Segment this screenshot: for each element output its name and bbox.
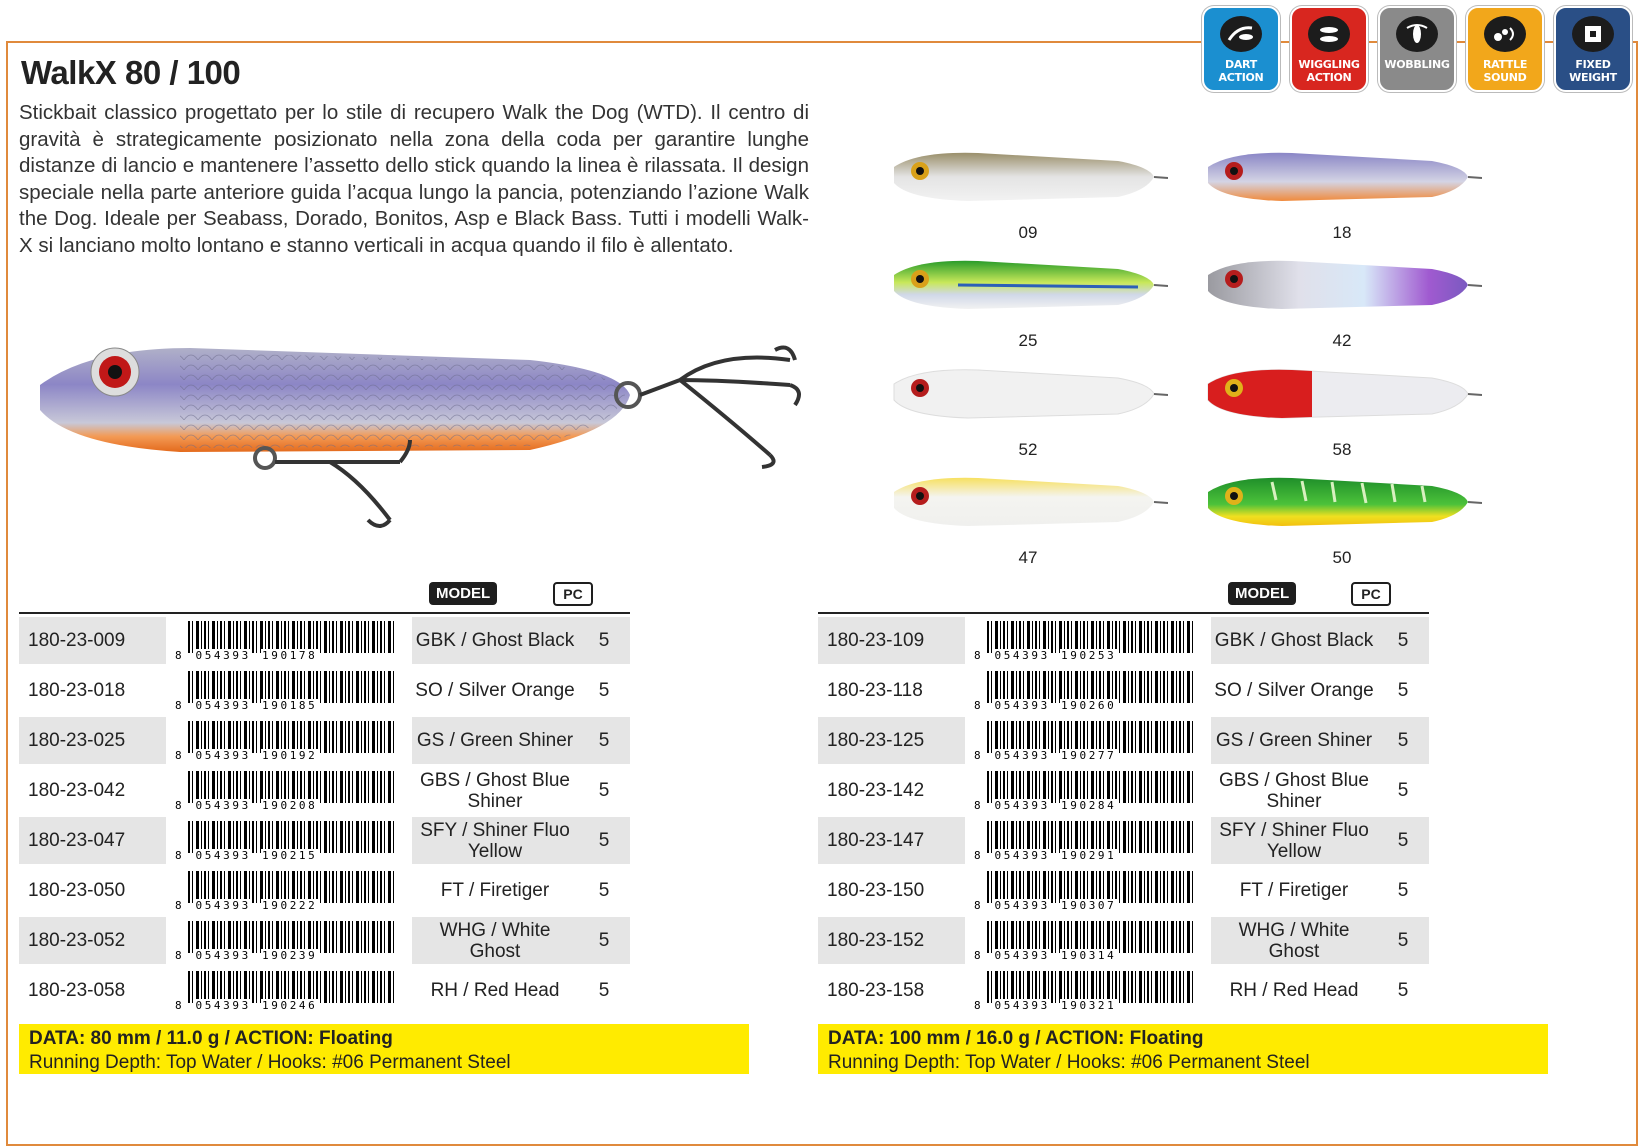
model-name: SO / Silver Orange [415,680,575,701]
product-description: Stickbait classico progettato per lo stile di recupero Walk the Dog (WTD). Il centro di gravità è strategicamente posizionato nella zona della coda per garantire lunghe distanze di lancio e mantenere l’assetto dello stick quando la linea è rilassata. Il design speciale nella parte anteriore guida l’acqua lungo la pancia, potenziando l’azione Walk the Dog. Ideale per Seabass, Dorado, Bonitos, Asp e Black Bass. Tutti i modelli Walk-X si lanciano molto lontano e stanno verticali in acqua quando il filo è allentato. [19,101,809,257]
badge-label-line1: DART [1225,58,1257,71]
model-name: FT / Firetiger [1239,880,1349,901]
article-number: 180-23-109 [818,617,965,664]
table-row [818,867,1429,914]
article-number: 180-23-018 [28,679,126,701]
barcode [166,667,412,714]
pack-quantity: 5 [578,917,630,964]
barcode [965,767,1211,814]
model-name: GBK / Ghost Black [412,617,578,664]
dart-icon [1220,16,1262,52]
model-name: FT / Firetiger [440,880,550,901]
barcode [166,817,412,864]
ean-right-group: 190277 [1061,748,1117,762]
article-number: 180-23-152 [818,917,965,964]
pc-header: PC [1351,582,1391,606]
ean-left-group: 054393 [994,748,1050,762]
ean-right-group: 190307 [1061,898,1117,912]
ean-first-digit: 8 [974,798,984,812]
table-row [19,917,630,964]
article-number: 180-23-125 [818,717,965,764]
swatch-code: 47 [1018,548,1038,567]
swatch-47 [888,470,1188,580]
model-name: RH / Red Head [1229,980,1359,1001]
wobbling-icon [1396,16,1438,52]
rattle-icon [1484,16,1526,52]
hero-lure-image [30,340,840,540]
table-row [19,717,630,764]
ean-first-digit: 8 [974,998,984,1012]
pc-header: PC [553,582,593,606]
ean-right-group: 190246 [262,998,318,1012]
model-name: WHG / White Ghost [1211,917,1377,964]
article-number: 180-23-158 [827,979,925,1001]
article-number: 180-23-058 [28,979,126,1001]
ean-first-digit: 8 [175,998,185,1012]
badge-label-line1: WIGGLING [1298,58,1360,71]
barcode [965,867,1211,914]
ean-right-group: 190321 [1061,998,1117,1012]
ean-right-group: 190178 [262,648,318,662]
data-bar-text: Running Depth: Top Water / Hooks: #06 Permanent Steel [828,1052,1310,1073]
pack-quantity: 5 [1377,817,1429,864]
ean-first-digit: 8 [974,948,984,962]
barcode [965,817,1211,864]
badge-label-line1: WOBBLING [1384,58,1450,71]
pack-quantity: 5 [1377,617,1429,664]
table-row [818,617,1429,664]
pack-quantity: 5 [1377,917,1429,964]
barcode [166,967,412,1014]
pack-quantity: 5 [598,879,610,901]
badge-label-line2: WEIGHT [1569,71,1617,84]
table-row [818,917,1429,964]
article-number: 180-23-025 [19,717,166,764]
ean-right-group: 190291 [1061,848,1117,862]
model-header: MODEL [429,582,497,605]
swatch-18 [1202,145,1502,255]
ean-right-group: 190260 [1061,698,1117,712]
swatch-code: 25 [1018,331,1038,350]
model-name: GBK / Ghost Black [1211,617,1377,664]
ean-left-group: 054393 [994,898,1050,912]
swatch-50 [1202,470,1502,580]
article-number: 180-23-047 [19,817,166,864]
ean-right-group: 190222 [262,898,318,912]
ean-first-digit: 8 [175,848,185,862]
swatch-code: 09 [1018,223,1038,242]
table-row [818,967,1429,1014]
badge-dart-action [1202,6,1280,92]
barcode [166,767,412,814]
barcode [166,867,412,914]
fixed-weight-icon [1572,16,1614,52]
badge-rattle-sound [1466,6,1544,92]
ean-first-digit: 8 [175,698,185,712]
table-row [818,717,1429,764]
ean-left-group: 054393 [994,998,1050,1012]
article-number: 180-23-118 [827,679,923,701]
swatch-code: 58 [1332,440,1352,459]
article-number: 180-23-050 [28,879,126,901]
badge-wobbling [1378,6,1456,92]
ean-first-digit: 8 [175,648,185,662]
badge-label-line1: RATTLE [1482,58,1528,71]
ean-right-group: 190314 [1061,948,1117,962]
ean-right-group: 190185 [262,698,318,712]
swatch-42 [1202,253,1502,363]
swatch-58 [1202,362,1502,472]
ean-first-digit: 8 [974,848,984,862]
pack-quantity: 5 [1397,679,1409,701]
pack-quantity: 5 [1377,717,1429,764]
barcode [166,617,412,664]
pack-quantity: 5 [598,679,610,701]
feature-badges [1202,6,1632,92]
model-name: SO / Silver Orange [1214,680,1374,701]
barcode [965,717,1211,764]
ean-right-group: 190239 [262,948,318,962]
model-name: RH / Red Head [430,980,560,1001]
ean-left-group: 054393 [195,798,251,812]
swatch-code: 42 [1332,331,1352,350]
swatch-09 [888,145,1188,255]
pack-quantity: 5 [1397,779,1409,801]
ean-left-group: 054393 [195,898,251,912]
ean-left-group: 054393 [195,648,251,662]
table-row [818,817,1429,864]
ean-left-group: 054393 [195,998,251,1012]
ean-right-group: 190208 [262,798,318,812]
badge-label-line2: ACTION [1306,71,1352,84]
table-row [19,817,630,864]
data-bar-100 [818,1024,1548,1074]
ean-left-group: 054393 [195,948,251,962]
article-number: 180-23-042 [28,779,126,801]
badge-wiggling-action [1290,6,1368,92]
model-name: GBS / Ghost Blue Shiner [420,769,570,812]
article-number: 180-23-052 [19,917,166,964]
swatch-code: 18 [1332,223,1352,242]
ean-left-group: 054393 [994,698,1050,712]
model-name: SFY / Shiner Fluo Yellow [412,817,578,864]
barcode [965,917,1211,964]
ean-first-digit: 8 [974,898,984,912]
model-name: GS / Green Shiner [1211,717,1377,764]
barcode [965,967,1211,1014]
ean-left-group: 054393 [195,848,251,862]
model-name: GBS / Ghost Blue Shiner [1219,769,1369,812]
ean-right-group: 190284 [1061,798,1117,812]
pack-quantity: 5 [1397,979,1409,1001]
barcode [965,667,1211,714]
pack-quantity: 5 [578,717,630,764]
barcode [166,717,412,764]
pack-quantity: 5 [578,817,630,864]
badge-label-line2: SOUND [1483,71,1527,84]
ean-left-group: 054393 [994,648,1050,662]
ean-first-digit: 8 [175,898,185,912]
article-number: 180-23-009 [19,617,166,664]
swatch-25 [888,253,1188,363]
ean-right-group: 190215 [262,848,318,862]
product-title: WalkX 80 / 100 [21,54,241,91]
data-bar-text: Running Depth: Top Water / Hooks: #06 Permanent Steel [29,1052,511,1073]
model-name: GS / Green Shiner [412,717,578,764]
ean-left-group: 054393 [994,948,1050,962]
badge-fixed-weight [1554,6,1632,92]
table-row [818,767,1429,814]
ean-left-group: 054393 [994,848,1050,862]
pack-quantity: 5 [598,779,610,801]
ean-first-digit: 8 [175,798,185,812]
ean-left-group: 054393 [195,748,251,762]
badge-label-line1: FIXED [1575,58,1611,71]
article-number: 180-23-150 [827,879,925,901]
spec-table-80 [19,612,630,1017]
pack-quantity: 5 [1397,879,1409,901]
pack-quantity: 5 [598,979,610,1001]
ean-left-group: 054393 [994,798,1050,812]
data-bar-bold: DATA: 100 mm / 16.0 g / ACTION: Floating [828,1028,1204,1049]
ean-first-digit: 8 [974,748,984,762]
ean-first-digit: 8 [175,748,185,762]
swatch-52 [888,362,1188,472]
model-name: SFY / Shiner Fluo Yellow [1211,817,1377,864]
model-header: MODEL [1228,582,1296,605]
wiggling-icon [1308,16,1350,52]
ean-right-group: 190253 [1061,648,1117,662]
table-row [19,617,630,664]
ean-first-digit: 8 [175,948,185,962]
table-row [19,967,630,1014]
table-row [818,667,1429,714]
barcode [965,617,1211,664]
swatch-code: 52 [1018,440,1038,459]
swatch-code: 50 [1332,548,1352,567]
article-number: 180-23-147 [818,817,965,864]
table-row [19,867,630,914]
spec-table-100 [818,612,1429,1017]
model-name: WHG / White Ghost [412,917,578,964]
article-number: 180-23-142 [827,779,925,801]
pack-quantity: 5 [578,617,630,664]
badge-label-line2: ACTION [1218,71,1264,84]
barcode [166,917,412,964]
data-bar-bold: DATA: 80 mm / 11.0 g / ACTION: Floating [29,1028,393,1049]
data-bar-80 [19,1024,749,1074]
table-row [19,667,630,714]
ean-first-digit: 8 [974,648,984,662]
ean-right-group: 190192 [262,748,318,762]
ean-left-group: 054393 [195,698,251,712]
table-row [19,767,630,814]
ean-first-digit: 8 [974,698,984,712]
